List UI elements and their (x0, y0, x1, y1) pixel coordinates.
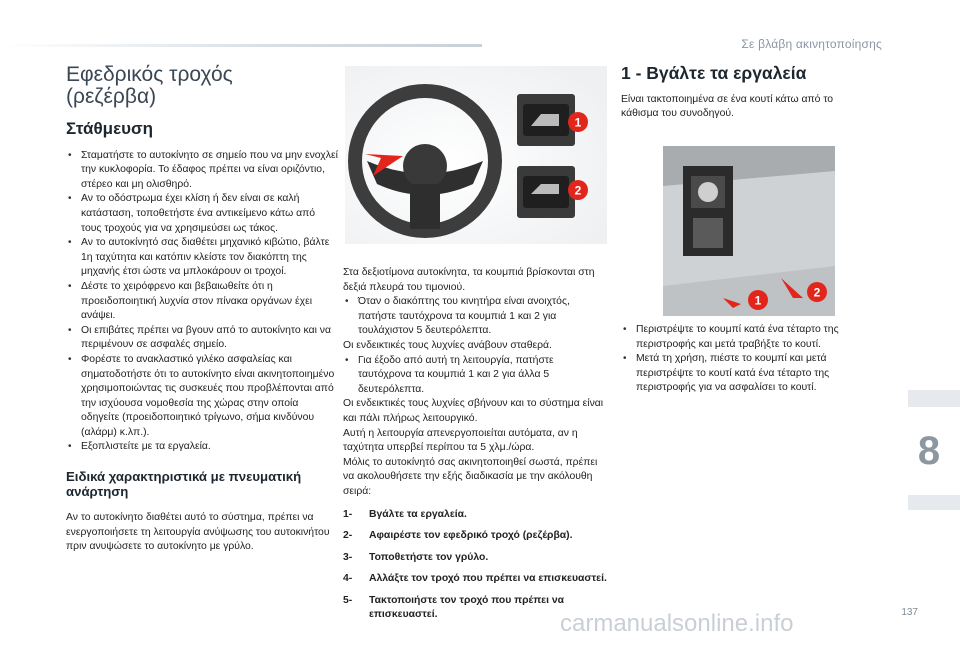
list-item: • Αν το αυτοκίνητό σας διαθέτει μηχανικό κιβώτιο, βάλτε 1η ταχύτητα και κατόπιν κλείστε τον διακόπτη της μηχανής έτσι ώστε να μπλοκάρουν οι τροχοί. (66, 236, 338, 280)
list-item: • Μετά τη χρήση, πιέστε το κουμπί και μετά περιστρέψτε το κουτί κατά ένα τέταρτο της περιστροφής για να ασφαλίσει το κουτί. (621, 352, 859, 396)
procedure-steps (343, 508, 607, 624)
air-suspension-text: Αν το αυτοκίνητο διαθέτει αυτό το σύστημα, πρέπει να ενεργοποιήσετε τη λειτουργία ανύψωσης του αυτοκινήτου πριν ανυψώσετε το αυτοκίνητο με γρύλο. (66, 512, 330, 553)
tools-instructions (621, 323, 859, 396)
tools-heading: 1 - Βγάλτε τα εργαλεία (621, 63, 807, 83)
list-item: • Αν το οδόστρωμα έχει κλίση ή δεν είναι σε καλή κατάσταση, τοποθετήστε ένα αντικείμενο κάτω από τους τροχούς για να χρησιμεύσει ως τάκος. (66, 192, 338, 236)
list-item: • Για έξοδο από αυτή τη λειτουργία, πατήστε ταυτόχρονα τα κουμπιά 1 και 2 για άλλα 5 δευτερόλεπτα. (343, 354, 607, 398)
section-running-title: Σε βλάβη ακινητοποίησης (741, 37, 882, 51)
air-suspension-heading: Ειδικά χαρακτηριστικά με πνευματική ανάρτηση (66, 469, 302, 500)
watermark: carmanualsonline.info (560, 610, 794, 637)
column-spare-wheel (66, 64, 338, 555)
list-item: 4- Αλλάξτε τον τροχό που πρέπει να επισκευαστεί. (343, 573, 607, 585)
list-item: 5- Τακτοποιήστε τον τροχό που πρέπει να επισκευαστεί. (343, 594, 565, 621)
header-rule (0, 44, 482, 47)
svg-text:2: 2 (813, 285, 821, 300)
column-tools (621, 63, 859, 122)
chapter-tab (898, 407, 960, 495)
list-item: 3- Τοποθετήστε τον γρύλο. (343, 551, 489, 563)
list-item: • Δέστε το χειρόφρενο και βεβαιωθείτε ότι η προειδοποιητική λυχνία στον πίνακα οργάνων έχει ανάψει. (66, 280, 338, 324)
page-title-line1: Εφεδρικός τροχός (66, 63, 233, 86)
list-item: • Σταματήστε το αυτοκίνητο σε σημείο που να μην ενοχλεί την κυκλοφορία. Το έδαφος πρέπει να είναι οριζόντιο, στέρεο και μη ολισθηρό. (66, 149, 338, 193)
sequence-intro: Μόλις το αυτοκίνητό σας ακινητοποιηθεί σωστά, πρέπει να ακολουθήσετε την εξής διαδικασία με την ακόλουθη σειρά: (343, 456, 598, 497)
list-item: • Περιστρέψτε το κουμπί κατά ένα τέταρτο της περιστροφής και μετά τραβήξτε το κουτί. (621, 323, 859, 352)
button-panel-1 (517, 94, 575, 146)
callout-1 (568, 112, 588, 132)
page-title-line2: (ρεζέρβα) (66, 85, 157, 108)
list-item: • Όταν ο διακόπτης του κινητήρα είναι ανοιχτός, πατήστε ταυτόχρονα τα κουμπιά 1 και 2 για τουλάχιστον 5 δευτερόλεπτα. (343, 295, 607, 339)
page-number: 137 (901, 607, 918, 618)
auto-deactivate-text: Αυτή η λειτουργία απενεργοποιείται αυτόματα, αν η ταχύτητα υπερβεί περίπου τα 5 χλμ./ώρα. (343, 427, 578, 454)
svg-text:2: 2 (574, 183, 582, 198)
parking-heading: Στάθμευση (66, 119, 154, 138)
column-air-suspension-steps (343, 266, 607, 630)
button-panel-2 (517, 166, 575, 218)
list-item: • Οι επιβάτες πρέπει να βγουν από το αυτοκίνητο και να περιμένουν σε ασφαλές σημείο. (66, 324, 338, 353)
callout-2 (807, 282, 827, 302)
list-item: 2- Αφαιρέστε τον εφεδρικό τροχό (ρεζέρβα). (343, 530, 573, 542)
callout-1 (748, 290, 768, 310)
tool-box-figure (663, 146, 835, 316)
parking-bullet-list (66, 149, 338, 455)
svg-text:1: 1 (754, 293, 762, 308)
list-item: 1- Βγάλτε τα εργαλεία. (343, 508, 467, 520)
steering-wheel-figure (345, 66, 607, 244)
list-item: • Φορέστε το ανακλαστικό γιλέκο ασφαλείας και σηματοδοτήστε ότι το αυτοκίνητο είναι ακινητοποιημένο χρησιμοποιώντας τις συσκευές που προβλέπονται από την ισχύουσα νομοθεσία της χώρας στην οποία οδηγείτε (προειδοποιητικό τρίγωνο, σήμα κινδύνου (αλάρμ) κ.λπ.). (66, 353, 338, 441)
list-item: • Εξοπλιστείτε με τα εργαλεία. (66, 440, 338, 455)
rotary-knob-icon (698, 182, 718, 202)
chapter-number: 8 (917, 428, 941, 473)
tools-intro: Είναι τακτοποιημένα σε ένα κουτί κάτω από το κάθισμα του συνοδηγού. (621, 93, 834, 120)
lamps-on-text: Οι ενδεικτικές τους λυχνίες ανάβουν σταθερά. (343, 339, 552, 351)
callout-2 (568, 180, 588, 200)
rhd-intro: Στα δεξιοτίμονα αυτοκίνητα, τα κουμπιά βρίσκονται στη δεξιά πλευρά του τιμονιού. (343, 267, 595, 293)
svg-text:1: 1 (574, 115, 582, 130)
lamps-off-text: Οι ενδεικτικές τους λυχνίες σβήνουν και το σύστημα είναι και πάλι πλήρως λειτουργικό. (343, 398, 604, 424)
